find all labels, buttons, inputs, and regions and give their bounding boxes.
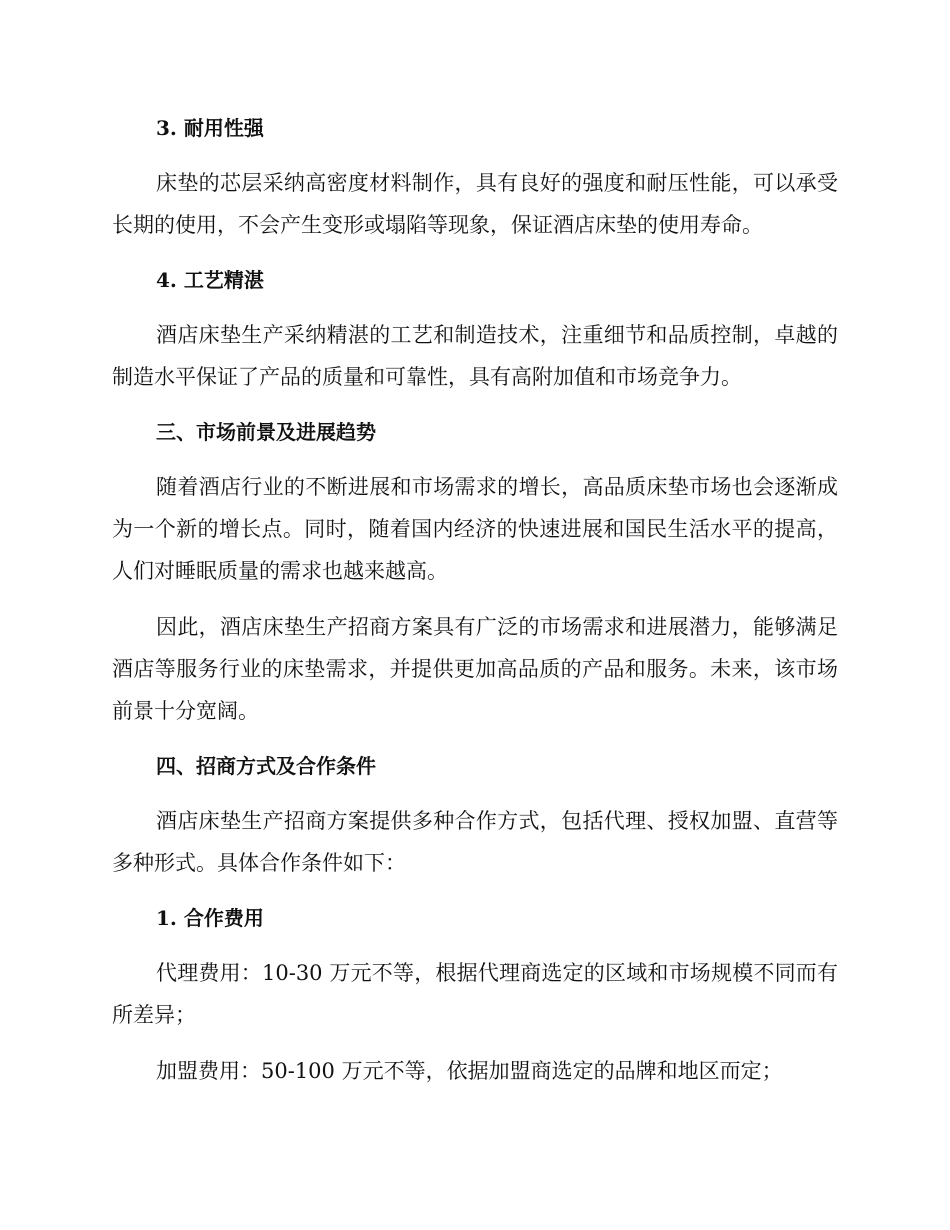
body-paragraph: 因此，酒店床垫生产招商方案具有广泛的市场需求和进展潜力，能够满足酒店等服务行业的床垫需求，并提供更加高品质的产品和服务。未来，该市场前景十分宽阔。 [112,615,838,723]
section-heading: 1. 合作费用 [156,906,264,930]
body-paragraph: 酒店床垫生产招商方案提供多种合作方式，包括代理、授权加盟、直营等多种形式。具体合作条件如下： [112,809,838,875]
body-paragraph: 随着酒店行业的不断进展和市场需求的增长，高品质床垫市场也会逐渐成为一个新的增长点。同时，随着国内经济的快速进展和国民生活水平的提高，人们对睡眠质量的需求也越来越高。 [112,475,838,583]
document-body [112,108,838,1106]
body-paragraph: 床垫的芯层采纳高密度材料制作，具有良好的强度和耐压性能，可以承受长期的使用，不会产生变形或塌陷等现象，保证酒店床垫的使用寿命。 [112,171,838,237]
body-paragraph: 代理费用：10-30 万元不等，根据代理商选定的区域和市场规模不同而有所差异； [112,961,838,1027]
body-paragraph: 酒店床垫生产采纳精湛的工艺和制造技术，注重细节和品质控制，卓越的制造水平保证了产品的质量和可靠性，具有高附加值和市场竞争力。 [112,323,838,389]
section-heading: 3. 耐用性强 [156,116,264,140]
section-heading: 三、市场前景及进展趋势 [156,420,376,444]
body-paragraph: 加盟费用：50-100 万元不等，依据加盟商选定的品牌和地区而定； [156,1059,783,1083]
section-heading: 4. 工艺精湛 [156,268,264,292]
section-heading: 四、招商方式及合作条件 [156,754,376,778]
